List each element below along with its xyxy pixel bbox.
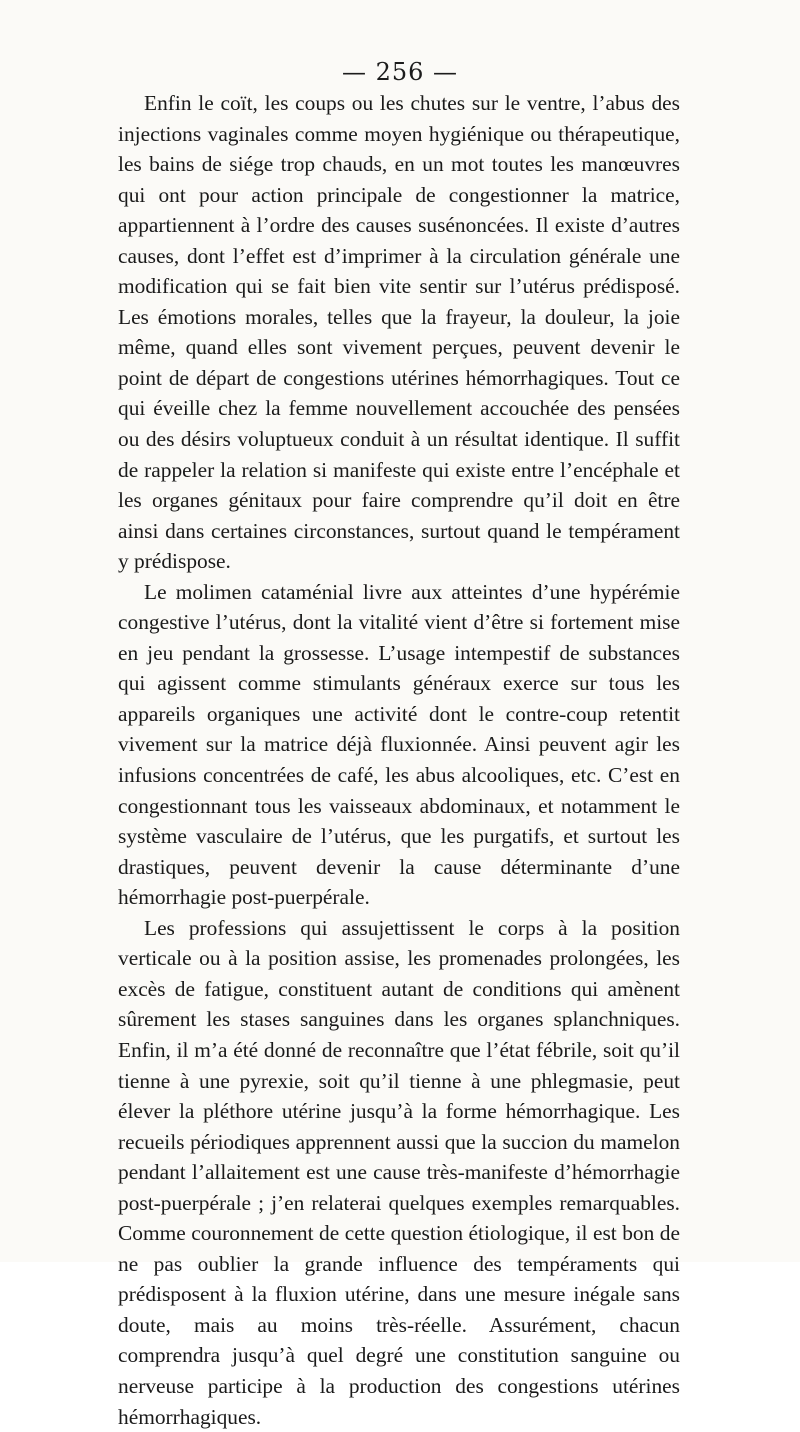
page-number: — 256 — <box>341 58 459 86</box>
paragraph-causes-congestion: Enfin le coït, les coups ou les chutes sur le ventre, l’abus des injections vaginales comme moyen hygiénique ou thérapeutique, les bains de siége trop chauds, en un mot toutes les manœuvres qui ont pour action principale de congestionner la matrice, appartiennent à l’ordre des causes susénoncées. Il existe d’autres causes, dont l’effet est d’imprimer à la circulation générale une modification qui se fait bien vite sentir sur l’utérus prédisposé. Les émotions morales, telles que la frayeur, la douleur, la joie même, quand elles sont vivement perçues, peuvent devenir le point de départ de congestions utérines hémorrhagiques. Tout ce qui éveille chez la femme nouvellement accouchée des pensées ou des désirs voluptueux conduit à un résultat identique. Il suffit de rappeler la relation si manifeste qui existe entre l’encéphale et les organes génitaux pour faire comprendre qu’il doit en être ainsi dans certaines circonstances, surtout quand le tempérament y prédispose. <box>118 91 680 574</box>
paragraph-molimen-catamenial: Le molimen cataménial livre aux atteintes d’une hypérémie congestive l’utérus, dont la vitalité vient d’être si fortement mise en jeu pendant la grossesse. L’usage intempestif de substances qui agissent comme stimulants généraux exerce sur tous les appareils organiques une activité dont le contre-coup retentit vivement sur la matrice déjà fluxionnée. Ainsi peuvent agir les infusions concentrées de café, les abus alcooliques, etc. C’est en congestionnant tous les vaisseaux abdominaux, et notamment le système vasculaire de l’utérus, que les purgatifs, et surtout les drastiques, peuvent devenir la cause déterminante d’une hémorrhagie post-puerpérale. <box>118 579 680 910</box>
page-text-body <box>118 88 680 1432</box>
paragraph-professions-temperaments: Les professions qui assujettissent le corps à la position verticale ou à la position assise, les promenades prolongées, les excès de fatigue, constituent autant de conditions qui amènent sûrement les stases sanguines dans les organes splanchniques. Enfin, il m’a été donné de reconnaître que l’état fébrile, soit qu’il tienne à une pyrexie, soit qu’il tienne à une phlegmasie, peut élever la pléthore utérine jusqu’à la forme hémorrhagique. Les recueils périodiques apprennent aussi que la succion du mamelon pendant l’allaitement est une cause très-manifeste d’hémorrhagie post-puerpérale ; j’en relaterai quelques exemples remarquables. Comme couronnement de cette question étiologique, il est bon de ne pas oublier la grande influence des tempéraments qui prédisposent à la fluxion utérine, dans une mesure inégale sans doute, mais au moins très-réelle. Assurément, chacun comprendra jusqu’à quel degré une constitution sanguine ou nerveuse participe à la production des congestions utérines hémorrhagiques. <box>118 915 680 1429</box>
